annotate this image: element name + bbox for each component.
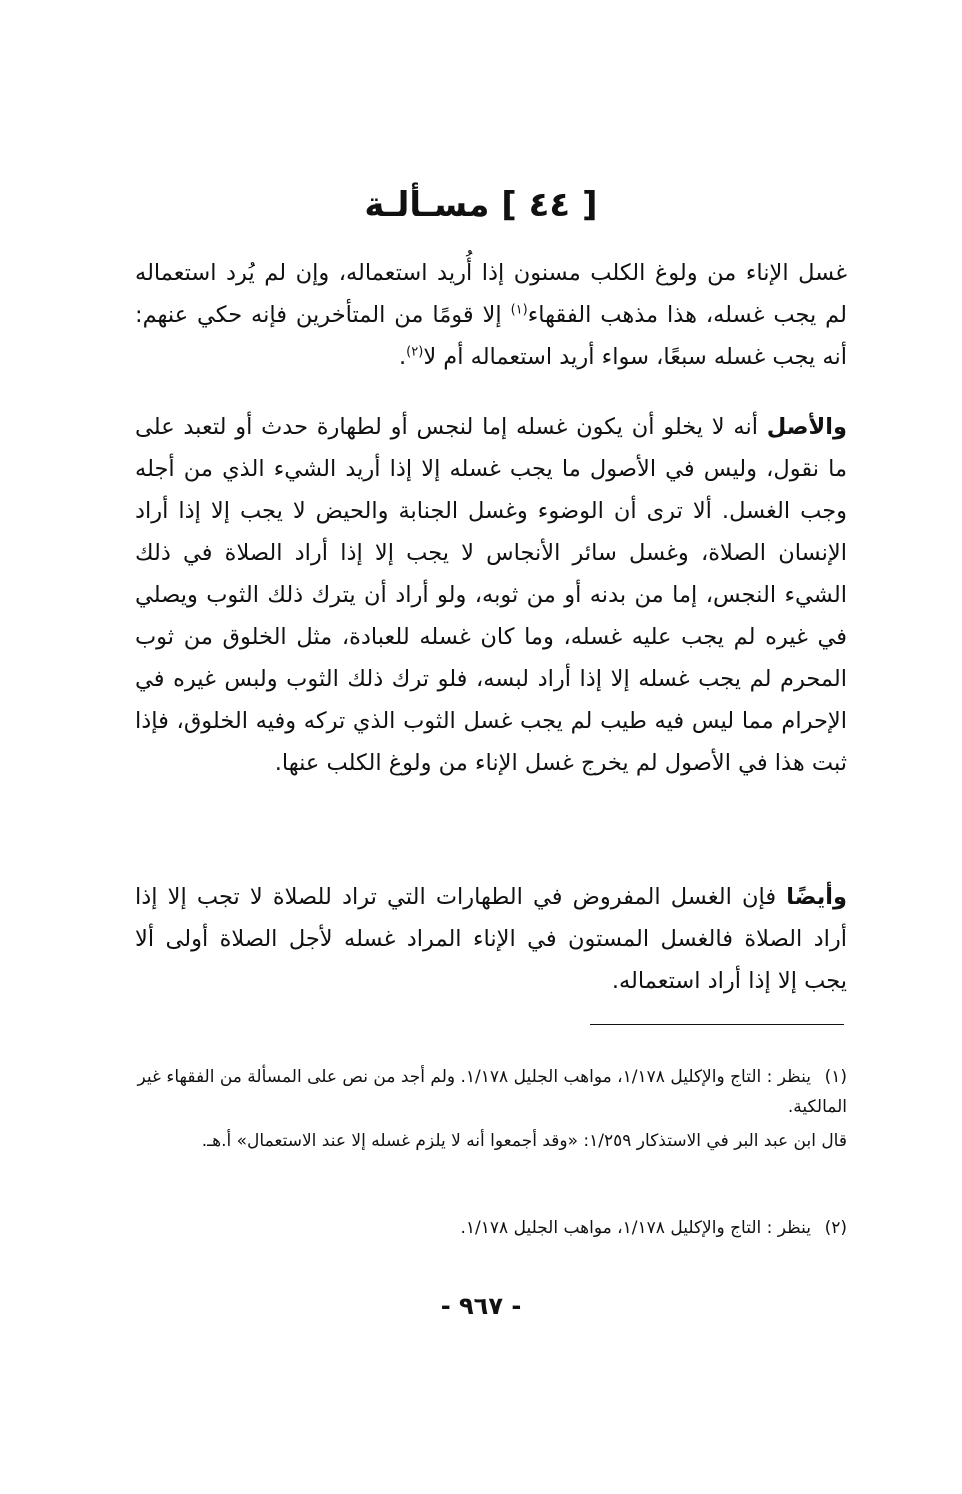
paragraph-2-text: أنه لا يخلو أن يكون غسله إما لنجس أو لطهارة حدث أو لتعبد على ما نقول، وليس في الأصول ما يجب غسله إلا إذا أريد الشيء الذي من أجله وجب الغسل. ألا ترى أن الوضوء وغسل الجنابة والحيض لا يجب إلا إذا أراد الإنسان الصلاة، وغسل سائر الأنجاس لا يجب إلا إذا أراد الصلاة في ذلك الشيء النجس، إما من بدنه أو من ثوبه، ولو أراد أن يترك ذلك الثوب ويصلي في غيره لم يجب عليه غسله، وما كان غسله للعبادة، مثل الخلوق من ثوب المحرم لم يجب غسله إلا إذا أراد لبسه، فلو ترك ذلك الثوب ولبس غيره في الإحرام مما ليس فيه طيب لم يجب غسل الثوب الذي تركه وفيه الخلوق، فإذا ثبت هذا في الأصول لم يخرج غسل الإناء من ولوغ الكلب عنها.	[135, 414, 847, 776]
paragraph-1-text-a: غسل الإناء من ولوغ الكلب مسنون إذا أُريد استعماله، وإن لم يُرد استعماله لم يجب غسله، هذا مذهب الفقهاء	[135, 260, 847, 328]
paragraph-1	[135, 252, 847, 378]
paragraph-1-text-c: .	[399, 344, 407, 370]
footnote-2-number: (٢)	[824, 1218, 847, 1238]
paragraph-1-text-b: إلا قومًا من المتأخرين فإنه حكي عنهم: أنه يجب غسله سبعًا، سواء أريد استعماله أم لا	[135, 302, 847, 370]
footnote-1-continuation: قال ابن عبد البر في الاستذكار ١/٢٥٩: «وقد أجمعوا أنه لا يلزم غسله إلا عند الاستعمال» أ.هـ.	[201, 1131, 847, 1151]
paragraph-3-text: فإن الغسل المفروض في الطهارات التي تراد للصلاة لا تجب إلا إذا أراد الصلاة فالغسل المستون في الإناء المراد غسله لأجل الصلاة أولى ألا يجب إلا إذا أراد استعماله.	[135, 884, 847, 994]
paragraph-2-lead-word: والأصل	[766, 414, 847, 440]
paragraph-3-lead-word: وأيضًا	[786, 884, 847, 910]
footnote-separator	[590, 1024, 844, 1025]
section-title: [ ٤٤ ] مسـألـة	[364, 185, 598, 225]
footnote-ref-2: (٢)	[406, 344, 424, 360]
paragraph-2	[135, 406, 847, 784]
page-number: - ٩٦٧ -	[440, 1292, 522, 1320]
footnote-2	[135, 1213, 847, 1243]
footnote-2-text: ينظر : التاج والإكليل ١/١٧٨، مواهب الجليل ١/١٧٨.	[460, 1218, 811, 1238]
paragraph-3	[135, 876, 847, 1002]
footnote-ref-1: (١)	[510, 302, 528, 318]
footnote-1-number: (١)	[824, 1067, 847, 1087]
footnote-1	[135, 1062, 847, 1122]
footnote-1-text: ينظر : التاج والإكليل ١/١٧٨، مواهب الجليل ١/١٧٨. ولم أجد من نص على المسألة من الفقهاء غير المالكية.	[137, 1067, 847, 1117]
